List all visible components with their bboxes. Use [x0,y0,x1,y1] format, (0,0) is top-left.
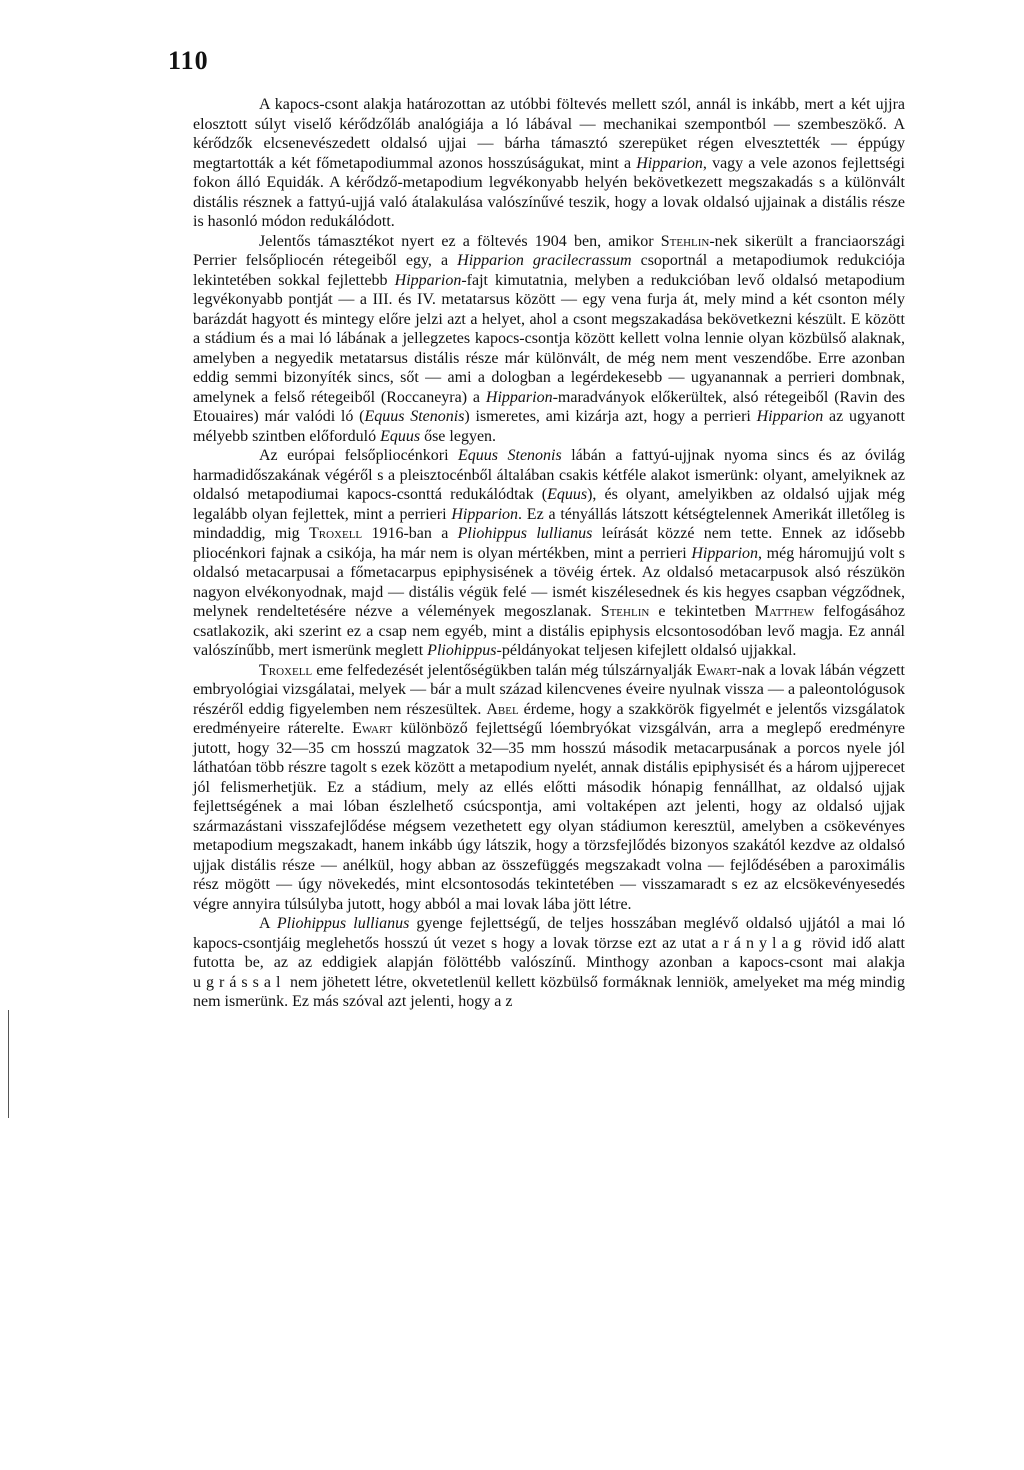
text-run: Hipparion [756,408,824,425]
text-run: Hipparion gracilecrassum [457,252,632,269]
text-run: Pliohippus lullianus [276,915,410,932]
text-run: e tekintetben [649,603,755,620]
text-run: Matthew [754,603,815,620]
text-run: Hipparion [451,505,519,523]
page-number: 110 [168,46,209,75]
text-run: Hipparion [636,154,703,172]
text-run: Hipparion [394,271,462,289]
text-run: leírását közzé nem tette. Ennek az idősebb pliocénkori fajnak a csikója, ha már nem is olyan mértékben, mint a perrieri [193,525,906,562]
text-run: . Ez a tényállás látszott kétségtelennek Amerikát illetőleg is mindaddig, mig [193,505,906,542]
paragraph-5 [193,914,905,1012]
text-run: -nek sikerült a franciaországi Perrier felsőpliocén rétegeiből egy, a [193,232,905,269]
margin-mark [8,1010,9,1118]
text-run: Stehlin [600,603,650,620]
text-run: Hipparion [691,544,759,562]
text-run: ugrással [193,973,286,991]
document-body [193,95,905,1012]
text-run: Ewart [352,720,393,737]
paragraph-4 [193,661,905,915]
text-run: Pliohippus [427,642,497,659]
text-run: gyenge fejlettségű, de teljes hosszában meglévő oldalsó ujjától a mai ló kapocs-csontjáig meglehetős hosszú út vezet s hogy a lovak törzse ezt az utat [193,915,906,952]
text-run: Equus Stenonis [458,447,562,464]
text-run: -maradványok előkerültek, alsó rétegeiből (Ravin des Etouaires) már valódi ló ( [193,388,905,425]
text-run: Equus Stenonis [364,408,465,425]
text-run: Troxell [259,661,313,679]
paragraph-2 [193,232,905,447]
text-run: Stehlin [660,232,710,250]
text-run: Abel [486,700,519,718]
text-run: -fajt kimutatnia, melyben a redukcióban levő oldalsó metapodium legvékonyabb pontját — a III. és IV. metatarsus között — egy vena furja át, mely mind a két csonton mély barázdát hagyott és mintegy előre jelzi azt a helyet, ahol a csont megszakadása bekövetkezni készült. E között a stádium és a mai ló lábának a jellegzetes kapocs-csontja között kellett volna lennie olyan közbülső alaknak, amelyben a negyedik metatarsus distális része már különvált, de még nem ment veszendőbe. Erre azonban eddig semmi bizonyíték sincs, sőt — ami a dologban a legérdekesebb — ugyanannak a perrieri dombnak, amelynek a felső rétegeiből (Roccaneyra) a [193,271,906,406]
text-run: Equus [547,486,588,503]
paragraph-3 [193,446,905,661]
text-run: eme felfedezését jelentőségükben talán még túlszárnyalják [312,661,697,679]
text-run: rövid idő alatt futotta be, az az eddigiek alapján fölöttébb valószínű. Minthogy azonban a kapocs-csont mai alakja [193,934,905,971]
text-run: érdeme, hogy a szakkörök figyelmét e jelentős vizsgálatok eredményeire ráterelte. [193,700,906,737]
text-run: lábán a fattyú-ujjnak nyoma sincs és az óvilág harmadidőszakának végéről s a pleisztocénből általában csakis kétféle alakot ismerünk: olyant, amelyiknek az oldalsó metapodiumai kapocs-csonttá redukálódtak ( [193,447,905,503]
text-run: A [259,915,277,932]
text-run: , még háromujjú volt s oldalsó metacarpusai a főmetacarpus epiphysisének a tövéig értek. Az oldalsó metacarpusok alsó részükön nagyon elvékonyodnak, majd — distális végük felé — ismét kiszélesednek és kis hegyes csapban végződnek, melynek rendeltetésére nézve a vélemények megoszlanak. [193,544,905,620]
text-run: A kapocs-csont alakja határozottan az utóbbi föltevés mellett szól, annál is inkább, mert a két ujjra elosztott súlyt viselő kérődzőláb analógiája a ló lábával — mechanikai szempontból — szembeszökő. A kérődzők elcsenevészedett oldalsó ujjai — bárha támasztó szerepüket régen elvesztették — éppúgy megtartották a két főmetapodiummal azonos hosszúságukat, mint a [193,96,905,172]
text-run: -nak a lovak lábán végzett embryológiai vizsgálatai, melyek — bár a mult század kilencvenes éveire nyulnak vissza — a paleontológusok részéről eddig figyelemben nem részesültek. [193,661,906,718]
paragraph-1 [193,95,905,232]
text-run: Troxell [308,525,363,542]
text-run: , vagy a vele azonos fejlettségi fokon álló Equidák. A kérődző-metapodium legvékonyabb helyén bekövetkezett megszakadás s a különvált distális résznek a fattyú-ujjá való átalakulása valószínűvé teszik, hogy a lovak oldalsó ujjainak a distális része is hasonló módon redukálódott. [193,154,905,230]
text-run: felfogásához csatlakozik, aki szerint ez a csap nem egyéb, mint a distális epiphysis elcsontosodóban levő magja. Ez annál valószínűbb, mert ismerünk meglett [193,603,906,659]
text-run: 1916-ban a [362,525,458,542]
text-run: Ewart [696,661,737,679]
text-run: Hipparion [485,388,553,406]
text-run: Az európai felsőpliocénkori [259,447,459,464]
text-run: Jelentős támasztékot nyert ez a föltevés 1904 ben, amikor [259,232,661,250]
text-run: őse legyen. [420,427,497,445]
text-run: különböző fejlettségű lóembryókat vizsgálván, arra a meglepő eredményre jutott, hogy 32—35 cm hosszú magzatok 32—35 mm hosszú második metacarpusának a porcos nyele jól láthatóan több részre tagolt s ezek között a metapodium nyelét, annak distális epiphysisét és a három ujjperecet jól felismerhetjük. Ez a stádium, mely az ellés előtti második hónapig fennállhat, az oldalsó ujjak fejlettségének a mai lóban észlelhető csúcspontja, ami voltaképen azt jelenti, hogy az oldalsó ujjak származástani visszafejlődése mégsem vezethetett egy olyan stádiumon keresztül, amelyben a csökevényes metapodium megszakadt, hanem inkább úgy látszik, hogy a törzsfejlődés bizonyos szakától kezdve az oldalsó ujjak distális része — anélkül, hogy abban az összefüggés megszakadt volna — fejlődésében a paroximális rész mögött — úgy növekedés, mint elcsontosodás tekintetében — visszamaradt s ez az elcsökevényesedés végre annyira túlsúlyba jutott, hogy abból a mai lovak lába jött létre. [193,720,906,913]
text-run: -példányokat teljesen kifejlett oldalsó ujjakkal. [496,642,797,659]
text-run: aránylag [711,934,807,952]
text-run: ) ismeretes, ami kizárja azt, hogy a perrieri [464,408,757,425]
text-run: csoportnál a metapodiumok redukciója lekintetében sokkal fejlettebb [193,252,906,289]
text-run: Pliohippus lullianus [457,525,593,542]
text-run: ), és olyant, amelyikben az oldalsó ujjak még legalább olyan fejlettek, mint a perrieri [193,486,906,523]
text-run: az ugyanott mélyebb szintben előforduló [193,408,905,445]
text-run: Equus [380,427,421,445]
text-run: nem jöhetett létre, okvetetlenül kellett közbülső formáknak lenniök, amelyeket ma még mindig nem ismerünk. Ez más szóval azt jelenti, hogy a z [193,973,905,1010]
